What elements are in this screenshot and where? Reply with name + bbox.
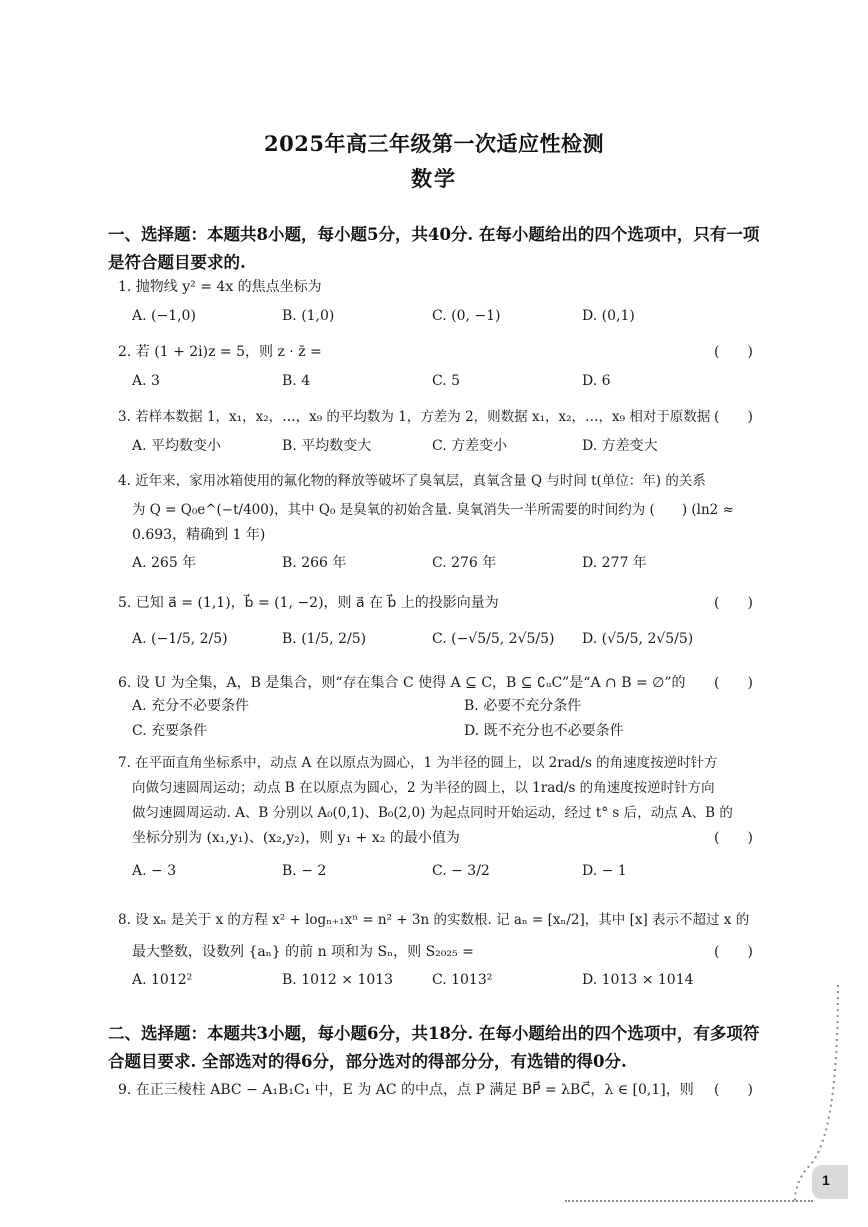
- question-4-option-c: C. 276 年: [432, 555, 497, 571]
- question-7-answer-blank: ( ): [714, 830, 753, 846]
- question-5-answer-blank: ( ): [714, 595, 753, 611]
- question-1-option-d: D. (0,1): [582, 308, 635, 324]
- question-8-option-a: A. 1012²: [132, 972, 193, 988]
- question-8-text-line-1: 8. 设 xₙ 是关于 x 的方程 x² + logₙ₊₁xⁿ = n² + 3n 的实数根. 记 aₙ = [xₙ/2]，其中 [x] 表示不超过 x 的: [118, 912, 750, 928]
- question-4-text-line-2: 为 Q = Q₀e^(−t/400)，其中 Q₀ 是臭氧的初始含量. 臭氧消失一半所需要的时间约为 ( ) (ln2 ≈: [132, 502, 734, 518]
- question-2-text: 2. 若 (1 + 2i)z = 5，则 z · z̄ =: [118, 344, 322, 360]
- question-6-option-c: C. 充要条件: [132, 723, 208, 739]
- question-7-text-line-4: 坐标分别为 (x₁,y₁)、(x₂,y₂)，则 y₁ + x₂ 的最小值为: [132, 830, 460, 846]
- question-1-text: 1. 抛物线 y² = 4x 的焦点坐标为: [118, 279, 322, 295]
- question-7-text-line-1: 7. 在平面直角坐标系中，动点 A 在以原点为圆心，1 为半径的圆上，以 2rad/s 的角速度按逆时针方: [118, 755, 718, 771]
- question-7-text-line-2: 向做匀速圆周运动；动点 B 在以原点为圆心，2 为半径的圆上，以 1rad/s 的角速度按逆时针方向: [132, 780, 715, 796]
- question-9-answer-blank: ( ): [714, 1082, 753, 1098]
- question-2-option-c: C. 5: [432, 373, 461, 389]
- question-5-option-a: A. (−1/5, 2/5): [132, 631, 228, 647]
- exam-title: 2025年高三年级第一次适应性检测: [264, 131, 604, 156]
- page-number-tab: [812, 1165, 848, 1199]
- question-3-option-a: A. 平均数变小: [132, 438, 222, 454]
- question-9-text: 9. 在正三棱柱 ABC − A₁B₁C₁ 中，E 为 AC 的中点，点 P 满足 BP⃗ = λBC⃗，λ ∈ [0,1]，则: [118, 1082, 694, 1098]
- question-8-option-c: C. 1013²: [432, 972, 493, 988]
- question-5-option-b: B. (1/5, 2/5): [282, 631, 367, 647]
- question-1-option-a: A. (−1,0): [132, 308, 196, 324]
- question-6-option-d: D. 既不充分也不必要条件: [464, 723, 624, 739]
- question-3-text: 3. 若样本数据 1，x₁，x₂，…，x₉ 的平均数为 1，方差为 2，则数据 x₁，x₂，…，x₉ 相对于原数据: [118, 409, 711, 425]
- question-7-option-a: A. − 3: [132, 863, 177, 879]
- question-8-text-line-2: 最大整数，设数列 {aₙ} 的前 n 项和为 Sₙ，则 S₂₀₂₅ =: [132, 944, 474, 960]
- question-6-answer-blank: ( ): [714, 675, 753, 691]
- page-bottom-dotted-line: [565, 1200, 813, 1202]
- section-2-heading: [108, 1020, 763, 1076]
- question-4-text-line-3: 0.693，精确到 1 年): [132, 527, 266, 543]
- question-1-option-b: B. (1,0): [282, 308, 335, 324]
- question-4-option-d: D. 277 年: [582, 555, 647, 571]
- question-4-text-line-1: 4. 近年来，家用冰箱使用的氟化物的释放等破坏了臭氧层，真氧含量 Q 与时间 t(单位：年) 的关系: [118, 473, 706, 489]
- question-7-option-b: B. − 2: [282, 863, 327, 879]
- section-1-heading-line-2: 是符合题目要求的.: [108, 253, 246, 272]
- question-5-option-c: C. (−√5/5, 2√5/5): [432, 631, 555, 647]
- question-8-answer-blank: ( ): [714, 944, 753, 960]
- question-2-option-d: D. 6: [582, 373, 611, 389]
- page-number: 1: [822, 1172, 830, 1188]
- question-2-option-b: B. 4: [282, 373, 311, 389]
- question-2-answer-blank: ( ): [714, 344, 753, 360]
- question-3-option-c: C. 方差变小: [432, 438, 508, 454]
- question-6-option-a: A. 充分不必要条件: [132, 698, 250, 714]
- question-4-option-b: B. 266 年: [282, 555, 347, 571]
- section-2-heading-line-2: 合题目要求. 全部选对的得6分，部分选对的得部分分，有选错的得0分.: [108, 1052, 627, 1071]
- question-7-option-d: D. − 1: [582, 863, 627, 879]
- exam-subject: 数学: [411, 166, 457, 191]
- question-5-option-d: D. (√5/5, 2√5/5): [582, 631, 694, 647]
- question-7-text-line-3: 做匀速圆周运动. A、B 分别以 A₀(0,1)、B₀(2,0) 为起点同时开始运动，经过 t° s 后，动点 A、B 的: [132, 805, 733, 821]
- question-3-answer-blank: ( ): [714, 409, 753, 425]
- question-8-option-d: D. 1013 × 1014: [582, 972, 694, 988]
- question-2-option-a: A. 3: [132, 373, 160, 389]
- question-6-text: 6. 设 U 为全集，A，B 是集合，则“存在集合 C 使得 A ⊆ C，B ⊆ ∁ᵤC”是“A ∩ B = ∅”的: [118, 675, 686, 691]
- question-5-text: 5. 已知 a⃗ = (1,1)，b⃗ = (1, −2)，则 a⃗ 在 b⃗ 上的投影向量为: [118, 595, 499, 611]
- question-8-option-b: B. 1012 × 1013: [282, 972, 394, 988]
- question-6-option-b: B. 必要不充分条件: [464, 698, 582, 714]
- question-3-option-d: D. 方差变大: [582, 438, 658, 454]
- question-1-option-c: C. (0, −1): [432, 308, 501, 324]
- question-7-option-c: C. − 3/2: [432, 863, 490, 879]
- question-4-option-a: A. 265 年: [132, 555, 197, 571]
- section-1-heading-line-1: 一、选择题：本题共8小题，每小题5分，共40分. 在每小题给出的四个选项中，只有一项: [108, 225, 760, 244]
- section-2-heading-line-1: 二、选择题：本题共3小题，每小题6分，共18分. 在每小题给出的四个选项中，有多项符: [108, 1024, 760, 1043]
- question-3-option-b: B. 平均数变大: [282, 438, 372, 454]
- section-1-heading: [108, 221, 763, 277]
